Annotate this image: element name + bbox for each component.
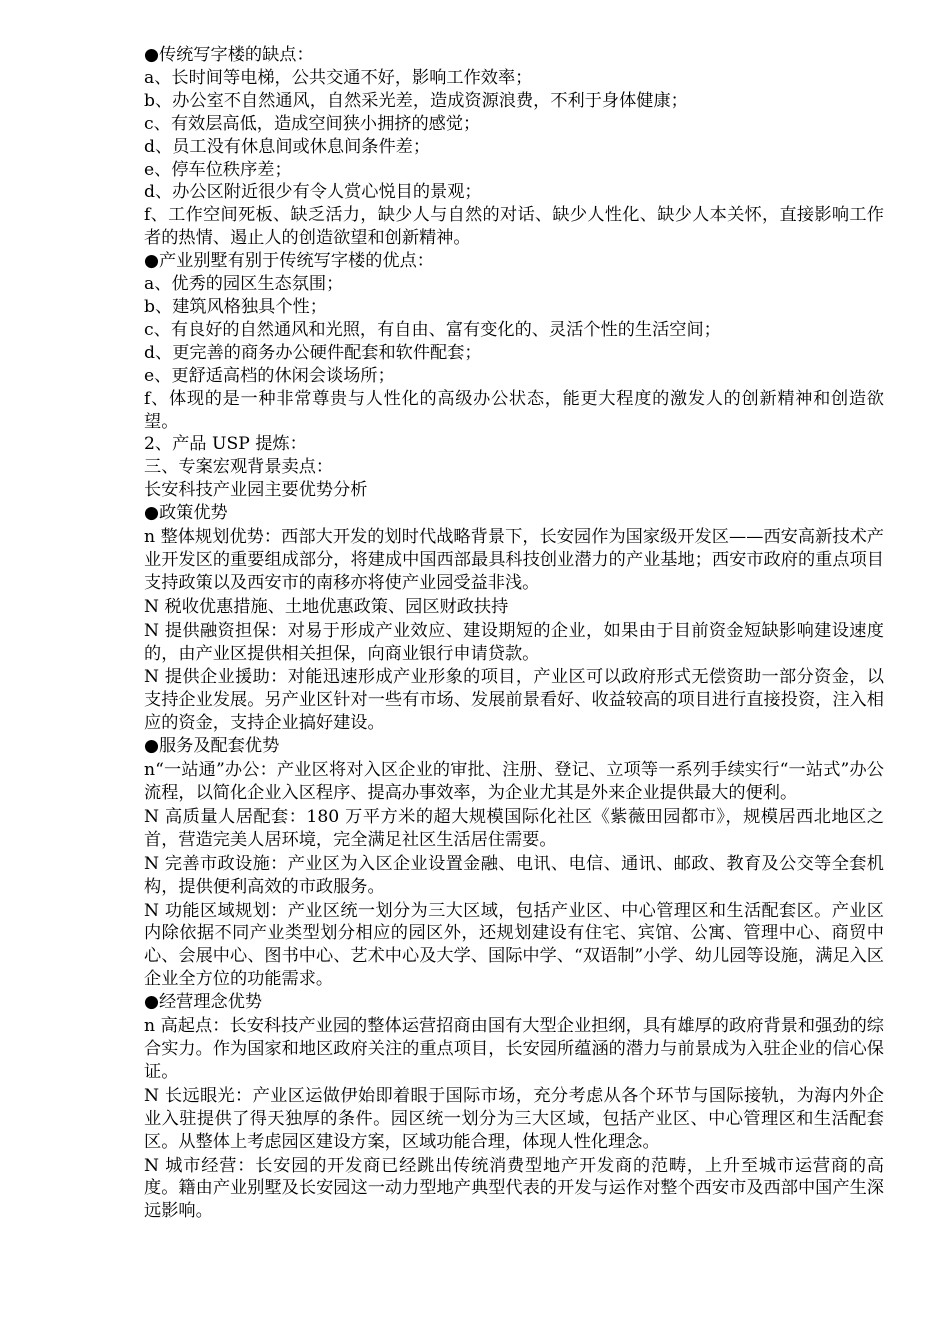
list-item: a、长时间等电梯，公共交通不好，影响工作效率； [144, 67, 533, 88]
list-item: b、办公室不自然通风，自然采光差，造成资源浪费，不利于身体健康； [144, 90, 688, 111]
list-item: c、有效层高低，造成空间狭小拥挤的感觉； [144, 113, 481, 134]
section-heading-usp: 2、产品 USP 提炼： [144, 434, 307, 455]
paragraph-residential-support: N 高质量人居配套：180 万平方米的超大规模国际化社区《紫薇田园都市》，规模居西北地区之首，营造完美人居环境，完全满足社区生活居住需要。 [144, 806, 884, 850]
paragraph-long-term-vision: N 长远眼光：产业区运做伊始即着眼于国际市场，充分考虑从各个环节与国际接轨，为海内外企业入驻提供了得天独厚的条件。园区统一划分为三大区域，包括产业区、中心管理区和生活配套区。从整体上考虑园区建设方案，区域功能合理，体现人性化理念。 [144, 1085, 884, 1152]
paragraph-municipal-facilities: N 完善市政设施：产业区为入区企业设置金融、电讯、电信、通讯、邮政、教育及公交等全套机构，提供便利高效的市政服务。 [144, 853, 884, 897]
list-item: d、员工没有休息间或休息间条件差； [144, 136, 431, 157]
document-page [144, 44, 884, 1223]
paragraph-high-starting-point: n 高起点：长安科技产业园的整体运营招商由国有大型企业担纲，具有雄厚的政府背景和强劲的综合实力。作为国家和地区政府关注的重点项目，长安园所蕴涵的潜力与前景成为入驻企业的信心保证。 [144, 1016, 884, 1082]
list-item: d、更完善的商务办公硬件配套和软件配套； [144, 342, 482, 363]
paragraph-enterprise-aid: N 提供企业援助：对能迅速形成产业形象的项目，产业区可以政府形式无偿资助一部分资金，以支持企业发展。另产业区针对一些有市场、发展前景看好、收益较高的项目进行直接投资，注入相应的资金，支持企业搞好建设。 [144, 667, 884, 734]
paragraph-overall-planning: n 整体规划优势：西部大开发的划时代战略背景下，长安园作为国家级开发区——西安高新技术产业开发区的重要组成部分，将建成中国西部最具科技创业潜力的产业基地；西安市政府的重点项目支持政策以及西安市的南移亦将使产业园受益非浅。 [144, 527, 884, 593]
list-item: f、工作空间死板、缺乏活力，缺少人与自然的对话、缺少人性化、缺少人本关怀，直接影响工作者的热情、遏止人的创造欲望和创新精神。 [144, 205, 884, 249]
heading-villa-advantages: ●产业别墅有别于传统写字楼的优点： [144, 251, 434, 272]
list-item: e、更舒适高档的休闲会谈场所； [144, 365, 395, 386]
paragraph-financing-guarantee: N 提供融资担保：对易于形成产业效应、建设期短的企业，如果由于目前资金短缺影响建设速度的，由产业区提供相关担保，向商业银行申请贷款。 [144, 620, 884, 664]
subheading-park-advantages: 长安科技产业园主要优势分析 [144, 480, 368, 501]
list-item: c、有良好的自然通风和光照，有自由、富有变化的、灵活个性的生活空间； [144, 319, 721, 340]
paragraph-one-stop-service: n“一站通”办公：产业区将对入区企业的审批、注册、登记、立项等一系列手续实行“一站式”办公流程，以简化企业入区程序、提高办事效率，为企业尤其是外来企业提供最大的便利。 [144, 760, 884, 803]
paragraph-tax-incentives: N 税收优惠措施、土地优惠政策、园区财政扶持 [144, 596, 509, 617]
paragraph-functional-zoning: N 功能区域规划：产业区统一划分为三大区域，包括产业区、中心管理区和生活配套区。产业区内除依据不同产业类型划分相应的园区外，还规划建设有住宅、宾馆、公寓、管理中心、商贸中心、会展中心、图书中心、艺术中心及大学、国际中学、“双语制”小学、幼儿园等设施，满足入区企业全方位的功能需求。 [144, 900, 884, 990]
list-item: a、优秀的园区生态氛围； [144, 274, 344, 295]
paragraph-city-operation: N 城市经营：长安园的开发商已经跳出传统消费型地产开发商的范畴，上升至城市运营商的高度。籍由产业别墅及长安园这一动力型地产典型代表的开发与运作对整个西安市及西部中国产生深远影响。 [144, 1155, 884, 1222]
list-item: f、体现的是一种非常尊贵与人性化的高级办公状态，能更大程度的激发人的创新精神和创造欲望。 [144, 388, 884, 432]
heading-service-advantages: ●服务及配套优势 [144, 736, 280, 757]
heading-operation-advantages: ●经营理念优势 [144, 992, 263, 1013]
heading-policy-advantages: ●政策优势 [144, 503, 228, 524]
list-item: d、办公区附近很少有令人赏心悦目的景观； [144, 182, 482, 203]
list-item: b、建筑风格独具个性； [144, 296, 327, 317]
section-heading-macro-background: 三、专案宏观背景卖点： [144, 457, 334, 478]
list-item: e、停车位秩序差； [144, 159, 292, 180]
heading-traditional-office-drawbacks: ●传统写字楼的缺点： [144, 45, 314, 65]
